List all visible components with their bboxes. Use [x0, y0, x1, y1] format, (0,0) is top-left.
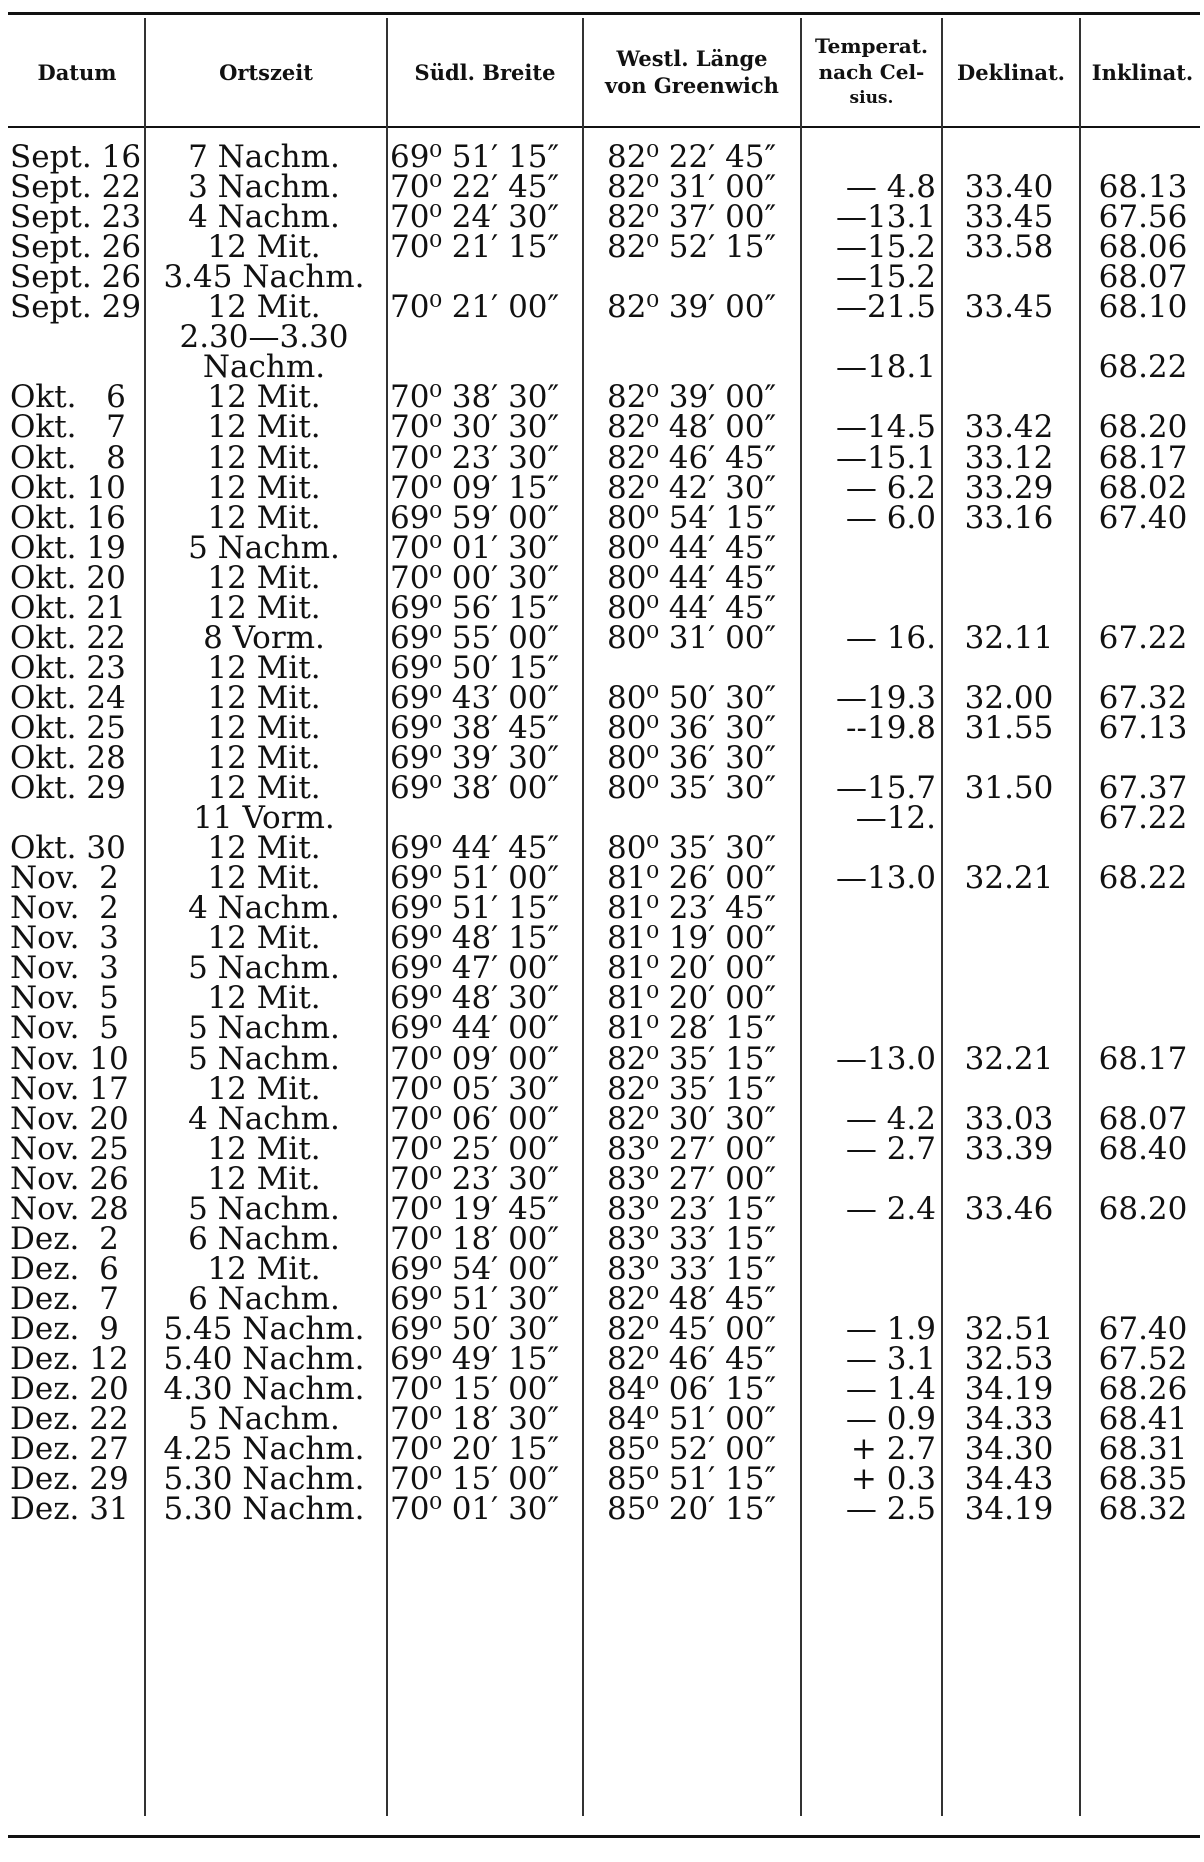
cell-temperatur: — 1.4 — [845, 1371, 936, 1408]
cell-temperatur: — 16. — [845, 619, 936, 656]
cell-date: Nov. 25 — [10, 1130, 129, 1167]
cell-inklination: 68.31 — [1098, 1431, 1188, 1468]
cell-inklination: 67.56 — [1098, 199, 1188, 236]
cell-laenge: 82⁰ 22′ 45″ — [607, 139, 777, 175]
cell-deklination: 32.53 — [964, 1341, 1054, 1377]
cell-ortszeit: 12 Mit. — [207, 830, 321, 867]
cell-temperatur: + 0.3 — [850, 1461, 936, 1498]
cell-deklination: 34.19 — [964, 1371, 1054, 1408]
cell-temperatur: —19.3 — [835, 679, 936, 716]
cell-breite: 70⁰ 19′ 45″ — [390, 1190, 560, 1227]
cell-laenge: 82⁰ 42′ 30″ — [607, 469, 777, 506]
cell-date: Dez. 7 — [10, 1280, 119, 1317]
cell-temperatur: — 2.7 — [845, 1130, 936, 1167]
cell-ortszeit: 5.30 Nachm. — [163, 1461, 365, 1498]
cell-laenge: 82⁰ 46′ 45″ — [607, 1341, 777, 1377]
cell-inklination: 68.20 — [1098, 1190, 1188, 1227]
cell-laenge: 81⁰ 23′ 45″ — [607, 890, 777, 927]
cell-temperatur: —13.0 — [835, 860, 936, 897]
cell-temperatur: — 6.0 — [845, 499, 936, 536]
cell-laenge: 80⁰ 50′ 30″ — [607, 679, 777, 716]
cell-temperatur: — 6.2 — [845, 469, 936, 506]
cell-laenge: 82⁰ 31′ 00″ — [607, 169, 777, 206]
cell-ortszeit: 12 Mit. — [207, 469, 321, 506]
cell-breite: 70⁰ 20′ 15″ — [390, 1431, 560, 1468]
cell-breite: 70⁰ 06′ 00″ — [390, 1100, 560, 1137]
cell-breite: 69⁰ 51′ 00″ — [390, 860, 560, 897]
cell-laenge: 80⁰ 54′ 15″ — [607, 499, 777, 536]
header-breite-line: Südl. Breite — [414, 59, 556, 85]
cell-breite: 69⁰ 51′ 15″ — [390, 890, 560, 927]
cell-breite: 70⁰ 21′ 00″ — [390, 289, 560, 326]
cell-inklination: 68.17 — [1098, 1040, 1188, 1077]
cell-breite: 70⁰ 23′ 30″ — [390, 439, 560, 476]
cell-breite: 70⁰ 01′ 30″ — [390, 1491, 560, 1528]
cell-temperatur: — 0.9 — [845, 1401, 936, 1438]
cell-date: Nov. 17 — [10, 1070, 129, 1107]
cell-ortszeit: 5 Nachm. — [188, 1010, 340, 1047]
cell-deklination: 31.55 — [964, 709, 1054, 746]
cell-ortszeit: 12 Mit. — [207, 409, 321, 446]
cell-inklination: 67.40 — [1098, 499, 1188, 536]
cell-deklination: 34.33 — [964, 1401, 1054, 1438]
cell-breite: 70⁰ 15′ 00″ — [390, 1371, 560, 1408]
cell-ortszeit: 3.45 Nachm. — [163, 259, 365, 296]
cell-temperatur: — 2.5 — [845, 1491, 936, 1528]
cell-laenge: 82⁰ 46′ 45″ — [607, 439, 777, 476]
cell-breite: 70⁰ 23′ 30″ — [390, 1160, 560, 1197]
cell-laenge: 84⁰ 06′ 15″ — [607, 1371, 777, 1408]
cell-ortszeit: 6 Nachm. — [188, 1220, 340, 1257]
cell-laenge: 80⁰ 35′ 30″ — [607, 770, 777, 807]
cell-date: Okt. 10 — [10, 469, 126, 506]
cell-temperatur: —15.2 — [835, 229, 936, 266]
cell-temperatur: —14.5 — [835, 409, 936, 446]
cell-inklination: 67.22 — [1098, 800, 1188, 837]
cell-date: Nov. 5 — [10, 980, 119, 1017]
cell-laenge: 80⁰ 36′ 30″ — [607, 709, 777, 746]
cell-breite: 69⁰ 38′ 00″ — [390, 770, 560, 807]
cell-inklination: 68.20 — [1098, 409, 1188, 446]
cell-date: Nov. 20 — [10, 1100, 129, 1137]
cell-inklination: 67.32 — [1098, 679, 1188, 716]
header-temperatur-line-3: sius. — [849, 88, 894, 108]
cell-breite: 70⁰ 24′ 30″ — [390, 199, 560, 236]
cell-laenge: 82⁰ 45′ 00″ — [607, 1310, 777, 1347]
cell-date: Dez. 6 — [10, 1250, 119, 1287]
cell-ortszeit: 12 Mit. — [207, 649, 321, 686]
cell-ortszeit: 12 Mit. — [207, 559, 321, 596]
cell-inklination: 68.07 — [1098, 259, 1188, 296]
header-rule — [8, 126, 1200, 128]
cell-ortszeit: 4.25 Nachm. — [163, 1431, 365, 1468]
cell-inklination: 68.17 — [1098, 439, 1188, 476]
cell-ortszeit: 12 Mit. — [207, 229, 321, 266]
cell-deklination: 33.46 — [964, 1190, 1054, 1227]
header-temperatur — [802, 18, 941, 126]
cell-breite: 70⁰ 18′ 30″ — [390, 1401, 560, 1438]
cell-breite: 70⁰ 25′ 00″ — [390, 1130, 560, 1167]
cell-inklination: 68.32 — [1098, 1491, 1188, 1528]
cell-date: Sept. 29 — [10, 289, 142, 326]
cell-laenge: 85⁰ 51′ 15″ — [607, 1461, 777, 1498]
cell-deklination: 32.21 — [964, 1040, 1054, 1077]
cell-date: Nov. 2 — [10, 860, 119, 897]
cell-laenge: 82⁰ 48′ 45″ — [607, 1280, 777, 1317]
cell-breite: 69⁰ 49′ 15″ — [390, 1341, 560, 1377]
cell-ortszeit: 5 Nachm. — [188, 1190, 340, 1227]
cell-inklination: 68.22 — [1098, 349, 1188, 386]
cell-temperatur: + 2.7 — [850, 1431, 936, 1468]
cell-breite: 69⁰ 51′ 15″ — [390, 139, 560, 175]
cell-deklination: 33.40 — [964, 169, 1054, 206]
cell-deklination: 33.45 — [964, 199, 1054, 236]
header-breite — [388, 18, 582, 126]
cell-ortszeit: 12 Mit. — [207, 379, 321, 416]
cell-date: Okt. 19 — [10, 529, 126, 566]
cell-date: Okt. 22 — [10, 619, 126, 656]
cell-laenge: 85⁰ 52′ 00″ — [607, 1431, 777, 1468]
cell-date: Dez. 29 — [10, 1461, 129, 1498]
cell-ortszeit: 4 Nachm. — [188, 199, 340, 236]
cell-ortszeit: 5 Nachm. — [188, 1040, 340, 1077]
cell-deklination: 33.45 — [964, 289, 1054, 326]
cell-deklination: 31.50 — [964, 770, 1054, 807]
cell-breite: 69⁰ 50′ 30″ — [390, 1310, 560, 1347]
cell-laenge: 80⁰ 44′ 45″ — [607, 559, 777, 596]
cell-breite: 70⁰ 05′ 30″ — [390, 1070, 560, 1107]
cell-inklination: 68.26 — [1098, 1371, 1188, 1408]
cell-laenge: 80⁰ 44′ 45″ — [607, 589, 777, 626]
cell-laenge: 84⁰ 51′ 00″ — [607, 1401, 777, 1438]
cell-laenge: 81⁰ 28′ 15″ — [607, 1010, 777, 1047]
cell-laenge: 85⁰ 20′ 15″ — [607, 1491, 777, 1528]
cell-ortszeit: 12 Mit. — [207, 709, 321, 746]
top-rule — [8, 12, 1200, 15]
cell-inklination: 67.13 — [1098, 709, 1188, 746]
header-laenge-line-1: Westl. Länge — [616, 46, 768, 71]
cell-inklination: 68.35 — [1098, 1461, 1188, 1498]
cell-temperatur: --19.8 — [846, 709, 936, 746]
cell-ortszeit: 5 Nachm. — [188, 529, 340, 566]
cell-ortszeit: 5.40 Nachm. — [163, 1341, 365, 1377]
cell-ortszeit: 12 Mit. — [207, 980, 321, 1017]
cell-deklination: 33.39 — [964, 1130, 1054, 1167]
cell-ortszeit: 12 Mit. — [207, 589, 321, 626]
cell-ortszeit: 8 Vorm. — [203, 619, 325, 656]
cell-date: Okt. 7 — [10, 409, 126, 446]
cell-laenge: 83⁰ 27′ 00″ — [607, 1130, 777, 1167]
cell-ortszeit: 4.30 Nachm. — [163, 1371, 365, 1408]
cell-deklination: 33.29 — [964, 469, 1054, 506]
cell-date: Dez. 31 — [10, 1491, 129, 1528]
cell-date: Sept. 16 — [10, 139, 142, 175]
cell-ortszeit: 7 Nachm. — [188, 139, 340, 175]
cell-date: Okt. 8 — [10, 439, 126, 476]
cell-date: Okt. 29 — [10, 770, 126, 807]
cell-ortszeit: Nachm. — [202, 349, 326, 386]
cell-deklination: 32.51 — [964, 1310, 1054, 1347]
cell-temperatur: — 1.9 — [845, 1310, 936, 1347]
cell-laenge: 82⁰ 30′ 30″ — [607, 1100, 777, 1137]
cell-breite: 69⁰ 50′ 15″ — [390, 649, 560, 686]
cell-inklination: 68.10 — [1098, 289, 1188, 326]
cell-deklination: 34.30 — [964, 1431, 1054, 1468]
cell-temperatur: — 2.4 — [845, 1190, 936, 1227]
header-temperatur-line-1: Temperat. — [815, 34, 928, 58]
cell-inklination: 67.52 — [1098, 1341, 1188, 1377]
header-inklination — [1081, 18, 1204, 126]
cell-temperatur: —15.2 — [835, 259, 936, 296]
cell-breite: 70⁰ 01′ 30″ — [390, 529, 560, 566]
cell-breite: 70⁰ 09′ 15″ — [390, 469, 560, 506]
cell-inklination: 68.06 — [1098, 229, 1188, 266]
cell-breite: 70⁰ 30′ 30″ — [390, 409, 560, 446]
cell-date: Okt. 21 — [10, 589, 126, 626]
cell-temperatur: —15.7 — [835, 770, 936, 807]
cell-ortszeit: 12 Mit. — [207, 439, 321, 476]
cell-ortszeit: 12 Mit. — [207, 1160, 321, 1197]
header-ortszeit — [146, 18, 386, 126]
header-inklination-line: Inklinat. — [1091, 59, 1194, 85]
cell-inklination: 67.22 — [1098, 619, 1188, 656]
cell-laenge: 82⁰ 52′ 15″ — [607, 229, 777, 266]
header-deklination-line: Deklinat. — [957, 59, 1065, 85]
cell-date: Nov. 10 — [10, 1040, 129, 1077]
cell-breite: 69⁰ 54′ 00″ — [390, 1250, 560, 1287]
cell-ortszeit: 6 Nachm. — [188, 1280, 340, 1317]
header-datum-line: Datum — [37, 59, 117, 85]
cell-ortszeit: 12 Mit. — [207, 1070, 321, 1107]
cell-deklination: 32.21 — [964, 860, 1054, 897]
cell-deklination: 33.12 — [964, 439, 1054, 476]
cell-deklination: 33.42 — [964, 409, 1054, 446]
cell-breite: 70⁰ 15′ 00″ — [390, 1461, 560, 1498]
cell-deklination: 33.58 — [964, 229, 1054, 266]
cell-date: Okt. 24 — [10, 679, 126, 716]
cell-breite: 70⁰ 38′ 30″ — [390, 379, 560, 416]
cell-date: Dez. 12 — [10, 1341, 129, 1377]
cell-ortszeit: 12 Mit. — [207, 740, 321, 776]
cell-laenge: 82⁰ 48′ 00″ — [607, 409, 777, 446]
cell-deklination: 32.00 — [964, 679, 1054, 716]
cell-ortszeit: 3 Nachm. — [188, 169, 340, 206]
cell-deklination: 34.43 — [964, 1461, 1054, 1498]
cell-laenge: 82⁰ 39′ 00″ — [607, 379, 777, 416]
cell-ortszeit: 12 Mit. — [207, 499, 321, 536]
cell-breite: 69⁰ 48′ 30″ — [390, 980, 560, 1017]
cell-laenge: 82⁰ 39′ 00″ — [607, 289, 777, 326]
cell-ortszeit: 12 Mit. — [207, 860, 321, 897]
cell-laenge: 80⁰ 36′ 30″ — [607, 740, 777, 776]
cell-date: Dez. 20 — [10, 1371, 129, 1408]
cell-date: Okt. 30 — [10, 830, 126, 867]
cell-inklination: 68.41 — [1098, 1401, 1188, 1438]
cell-date: Okt. 28 — [10, 740, 126, 776]
cell-date: Okt. 23 — [10, 649, 126, 686]
cell-breite: 70⁰ 21′ 15″ — [390, 229, 560, 266]
header-temperatur-line-2: nach Cel- — [818, 60, 925, 84]
cell-temperatur: —15.1 — [835, 439, 936, 476]
cell-date: Sept. 22 — [10, 169, 142, 206]
cell-date: Okt. 25 — [10, 709, 126, 746]
cell-date: Sept. 26 — [10, 229, 142, 266]
cell-laenge: 80⁰ 44′ 45″ — [607, 529, 777, 566]
cell-laenge: 83⁰ 33′ 15″ — [607, 1250, 777, 1287]
cell-date: Nov. 3 — [10, 920, 119, 957]
cell-ortszeit: 4 Nachm. — [188, 890, 340, 927]
table-row — [0, 1492, 1204, 1528]
cell-deklination: 32.11 — [964, 619, 1054, 656]
cell-date: Sept. 26 — [10, 259, 142, 296]
cell-laenge: 83⁰ 27′ 00″ — [607, 1160, 777, 1197]
cell-laenge: 81⁰ 20′ 00″ — [607, 950, 777, 987]
cell-ortszeit: 12 Mit. — [207, 289, 321, 326]
cell-laenge: 82⁰ 37′ 00″ — [607, 199, 777, 236]
cell-date: Nov. 26 — [10, 1160, 129, 1197]
cell-inklination: 68.13 — [1098, 169, 1188, 206]
cell-ortszeit: 12 Mit. — [207, 1250, 321, 1287]
cell-date: Dez. 22 — [10, 1401, 129, 1438]
cell-breite: 69⁰ 51′ 30″ — [390, 1280, 560, 1317]
cell-laenge: 83⁰ 23′ 15″ — [607, 1190, 777, 1227]
cell-breite: 69⁰ 55′ 00″ — [390, 619, 560, 656]
cell-laenge: 81⁰ 19′ 00″ — [607, 920, 777, 957]
cell-ortszeit: 12 Mit. — [207, 1130, 321, 1167]
cell-date: Dez. 27 — [10, 1431, 129, 1468]
cell-date: Nov. 28 — [10, 1190, 129, 1227]
cell-temperatur: — 4.2 — [845, 1100, 936, 1137]
cell-breite: 70⁰ 18′ 00″ — [390, 1220, 560, 1257]
cell-breite: 70⁰ 09′ 00″ — [390, 1040, 560, 1077]
cell-inklination: 67.37 — [1098, 770, 1188, 807]
cell-date: Nov. 3 — [10, 950, 119, 987]
cell-ortszeit: 12 Mit. — [207, 770, 321, 807]
cell-ortszeit: 5 Nachm. — [188, 950, 340, 987]
cell-laenge: 83⁰ 33′ 15″ — [607, 1220, 777, 1257]
cell-laenge: 81⁰ 20′ 00″ — [607, 980, 777, 1017]
header-ortszeit-line: Ortszeit — [219, 59, 313, 85]
cell-breite: 70⁰ 00′ 30″ — [390, 559, 560, 596]
cell-date: Dez. 2 — [10, 1220, 119, 1257]
cell-breite: 69⁰ 39′ 30″ — [390, 740, 560, 776]
cell-breite: 69⁰ 56′ 15″ — [390, 589, 560, 626]
cell-breite: 69⁰ 38′ 45″ — [390, 709, 560, 746]
cell-breite: 69⁰ 44′ 45″ — [390, 830, 560, 867]
cell-ortszeit: 4 Nachm. — [188, 1100, 340, 1137]
cell-laenge: 82⁰ 35′ 15″ — [607, 1040, 777, 1077]
cell-temperatur: — 3.1 — [845, 1341, 936, 1377]
cell-deklination: 33.16 — [964, 499, 1054, 536]
cell-date: Nov. 5 — [10, 1010, 119, 1047]
cell-date: Dez. 9 — [10, 1310, 119, 1347]
cell-deklination: 33.03 — [964, 1100, 1054, 1137]
cell-temperatur: —18.1 — [835, 349, 936, 386]
cell-ortszeit: 11 Vorm. — [193, 800, 335, 837]
cell-ortszeit: 5 Nachm. — [188, 1401, 340, 1438]
cell-inklination: 68.02 — [1098, 469, 1188, 506]
cell-date: Okt. 6 — [10, 379, 126, 416]
cell-breite: 69⁰ 44′ 00″ — [390, 1010, 560, 1047]
cell-temperatur: —21.5 — [835, 289, 936, 326]
header-deklination — [943, 18, 1079, 126]
cell-breite: 70⁰ 22′ 45″ — [390, 169, 560, 206]
header-laenge-line-2: von Greenwich — [605, 73, 779, 98]
bottom-rule — [8, 1835, 1200, 1838]
cell-laenge: 80⁰ 31′ 00″ — [607, 619, 777, 656]
cell-laenge: 81⁰ 26′ 00″ — [607, 860, 777, 897]
cell-inklination: 67.40 — [1098, 1310, 1188, 1347]
cell-date: Nov. 2 — [10, 890, 119, 927]
cell-ortszeit: 2.30—3.30 — [179, 319, 349, 356]
cell-date: Okt. 20 — [10, 559, 126, 596]
cell-temperatur: —13.0 — [835, 1040, 936, 1077]
cell-inklination: 68.22 — [1098, 860, 1188, 897]
cell-breite: 69⁰ 47′ 00″ — [390, 950, 560, 987]
cell-laenge: 80⁰ 35′ 30″ — [607, 830, 777, 867]
cell-ortszeit: 12 Mit. — [207, 920, 321, 957]
cell-deklination: 34.19 — [964, 1491, 1054, 1528]
header-datum — [10, 18, 144, 126]
cell-temperatur: —13.1 — [835, 199, 936, 236]
cell-breite: 69⁰ 43′ 00″ — [390, 679, 560, 716]
header-laenge — [584, 18, 800, 126]
cell-ortszeit: 12 Mit. — [207, 679, 321, 716]
cell-inklination: 68.07 — [1098, 1100, 1188, 1137]
cell-temperatur: — 4.8 — [845, 169, 936, 206]
cell-ortszeit: 5.45 Nachm. — [163, 1310, 365, 1347]
cell-temperatur: —12. — [855, 800, 936, 837]
cell-date: Okt. 16 — [10, 499, 126, 536]
cell-inklination: 68.40 — [1098, 1130, 1188, 1167]
cell-breite: 69⁰ 48′ 15″ — [390, 920, 560, 957]
cell-date: Sept. 23 — [10, 199, 142, 236]
cell-ortszeit: 5.30 Nachm. — [163, 1491, 365, 1528]
cell-laenge: 82⁰ 35′ 15″ — [607, 1070, 777, 1107]
cell-breite: 69⁰ 59′ 00″ — [390, 499, 560, 536]
